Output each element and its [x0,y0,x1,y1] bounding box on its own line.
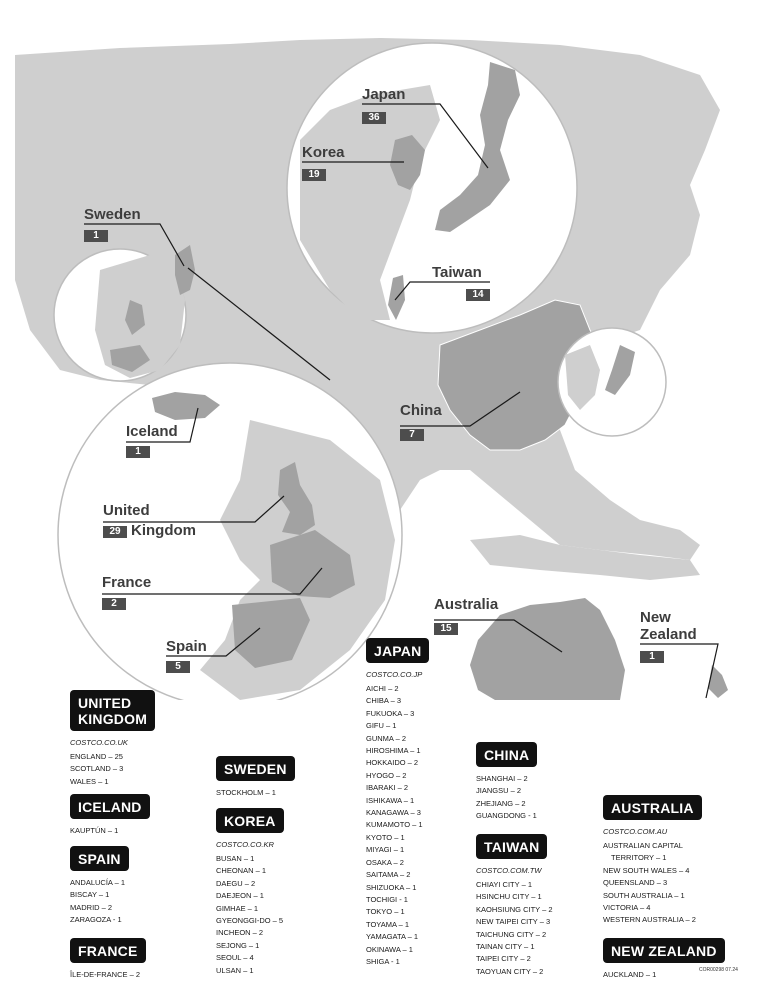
list-item: TAICHUNG CITY – 2 [476,929,547,939]
list-item: KANAGAWA – 3 [366,808,421,818]
label-uk-line1: United [103,502,150,519]
list-item: GYEONGGI-DO – 5 [216,916,284,926]
count-china: 7 [400,429,424,441]
heading-iceland: ICELAND [70,794,150,819]
count-iceland: 1 [126,446,150,458]
australia-shape [470,598,625,700]
list-item: SHIGA - 1 [366,956,400,966]
list-item: NEW SOUTH WALES – 4 [603,865,690,875]
list-item: TERRITORY – 1 [611,853,667,863]
list-item: SEOUL – 4 [216,953,254,963]
list-item: TOKYO – 1 [366,907,405,917]
heading-new-zealand: NEW ZEALAND [603,938,725,963]
count-france: 2 [102,598,126,610]
list-uk [70,690,155,788]
list-item: YAMAGATA – 1 [366,932,419,942]
list-item: BISCAY – 1 [70,890,110,900]
list-item: KAOHSIUNG CITY – 2 [476,904,553,914]
list-item: GIMHAE – 1 [216,903,259,913]
label-china: China [400,402,442,419]
list-item: SHIZUOKA – 1 [366,882,417,892]
list-item: WESTERN AUSTRALIA – 2 [603,915,696,925]
list-item: TOYAMA – 1 [366,919,410,929]
heading-taiwan: TAIWAN [476,834,547,859]
list-item: AUSTRALIAN CAPITAL [603,841,683,850]
count-australia: 15 [434,623,458,635]
list-item: OSAKA – 2 [366,857,404,867]
heading-uk [70,690,155,731]
label-spain: Spain [166,638,207,655]
count-uk: 29 [103,526,127,538]
label-taiwan: Taiwan [432,264,482,281]
list-item: WALES – 1 [70,776,109,786]
list-item: INCHEON – 2 [216,928,264,938]
list-item: CHIBA – 3 [366,696,402,706]
heading-france: FRANCE [70,938,146,963]
list-item: NEW TAIPEI CITY – 3 [476,917,551,927]
list-item: TAINAN CITY – 1 [476,942,535,952]
list-item: BUSAN – 1 [216,854,255,863]
list-item: ULSAN – 1 [216,965,254,975]
list-item: HOKKAIDO – 2 [366,758,419,768]
count-japan: 36 [362,112,386,124]
list-item: OKINAWA – 1 [366,944,413,954]
count-taiwan: 14 [466,289,490,301]
list-australia [603,795,702,927]
heading-uk-line1: UNITED [78,695,132,711]
list-item: DAEJEON – 1 [216,891,264,901]
label-sweden: Sweden [84,206,141,223]
heading-korea: KOREA [216,808,284,833]
count-nz: 1 [640,651,664,663]
list-item: GUNMA – 2 [366,733,407,743]
label-iceland: Iceland [126,423,178,440]
label-australia: Australia [434,596,499,613]
list-item: ZARAGOZA - 1 [70,915,122,925]
list-sweden [216,756,295,799]
list-item: CHEONAN – 1 [216,866,267,876]
list-france [70,938,146,981]
list-item: SOUTH AUSTRALIA – 1 [603,890,685,900]
count-sweden: 1 [84,230,108,242]
list-iceland [70,794,150,837]
list-item: ZHEJIANG – 2 [476,798,526,808]
list-japan [366,638,429,968]
heading-sweden: SWEDEN [216,756,295,781]
label-nz-line1: New [640,609,671,626]
label-japan: Japan [362,86,406,103]
heading-japan: JAPAN [366,638,429,663]
list-item: MIYAGI – 1 [366,845,405,855]
list-item: HSINCHU CITY – 1 [476,892,542,902]
list-item: DAEGU – 2 [216,878,256,888]
list-item: HIROSHIMA – 1 [366,746,421,756]
heading-australia: AUSTRALIA [603,795,702,820]
list-item: AUCKLAND – 1 [603,970,657,979]
list-item: MADRID – 2 [70,902,113,912]
list-item: ÎLE-DE-FRANCE – 2 [70,970,141,979]
heading-spain: SPAIN [70,846,129,871]
website-australia: COSTCO.COM.AU [603,827,668,836]
label-nz-line2: Zealand [640,626,697,643]
list-item: SEJONG – 1 [216,940,260,950]
list-item: TOCHIGI - 1 [366,894,408,904]
label-uk-line2: Kingdom [131,522,196,539]
list-item: CHIAYI CITY – 1 [476,880,532,889]
label-korea: Korea [302,144,345,161]
list-item: QUEENSLAND – 3 [603,878,668,888]
heading-china: CHINA [476,742,537,767]
list-item: KUMAMOTO – 1 [366,820,423,830]
list-item: IBARAKI – 2 [366,783,409,793]
list-item: GIFU – 1 [366,721,397,731]
website-uk: COSTCO.CO.UK [70,738,128,747]
count-spain: 5 [166,661,190,673]
list-item: SCOTLAND – 3 [70,764,124,774]
count-korea: 19 [302,169,326,181]
website-japan: COSTCO.CO.JP [366,670,423,679]
list-item: STOCKHOLM – 1 [216,788,276,797]
list-taiwan [476,834,553,978]
list-item: SAITAMA – 2 [366,870,411,880]
list-item: VICTORIA – 4 [603,903,651,913]
list-item: TAOYUAN CITY – 2 [476,966,544,976]
list-korea [216,808,284,977]
list-item: KYOTO – 1 [366,832,405,842]
list-new-zealand [603,938,725,981]
list-item: FUKUOKA – 3 [366,708,415,718]
list-china [476,742,537,823]
label-france: France [102,574,152,591]
list-item: ISHIKAWA – 1 [366,795,415,805]
list-item: KAUPTÚN – 1 [70,826,119,835]
document-code: COR00298 07.24 [699,967,738,973]
list-item: JIANGSU – 2 [476,786,522,796]
list-item: HYOGO – 2 [366,770,407,780]
list-item: GUANGDONG - 1 [476,811,537,821]
heading-uk-line2: KINGDOM [78,711,148,727]
list-item: TAIPEI CITY – 2 [476,954,531,964]
website-korea: COSTCO.CO.KR [216,840,274,849]
list-item: ENGLAND – 25 [70,752,123,761]
website-taiwan: COSTCO.COM.TW [476,866,542,875]
new-zealand-shape [668,665,728,700]
list-item: AICHI – 2 [366,684,399,693]
list-item: SHANGHAI – 2 [476,774,528,783]
list-item: ANDALUCÍA – 1 [70,878,126,887]
list-spain [70,846,129,927]
